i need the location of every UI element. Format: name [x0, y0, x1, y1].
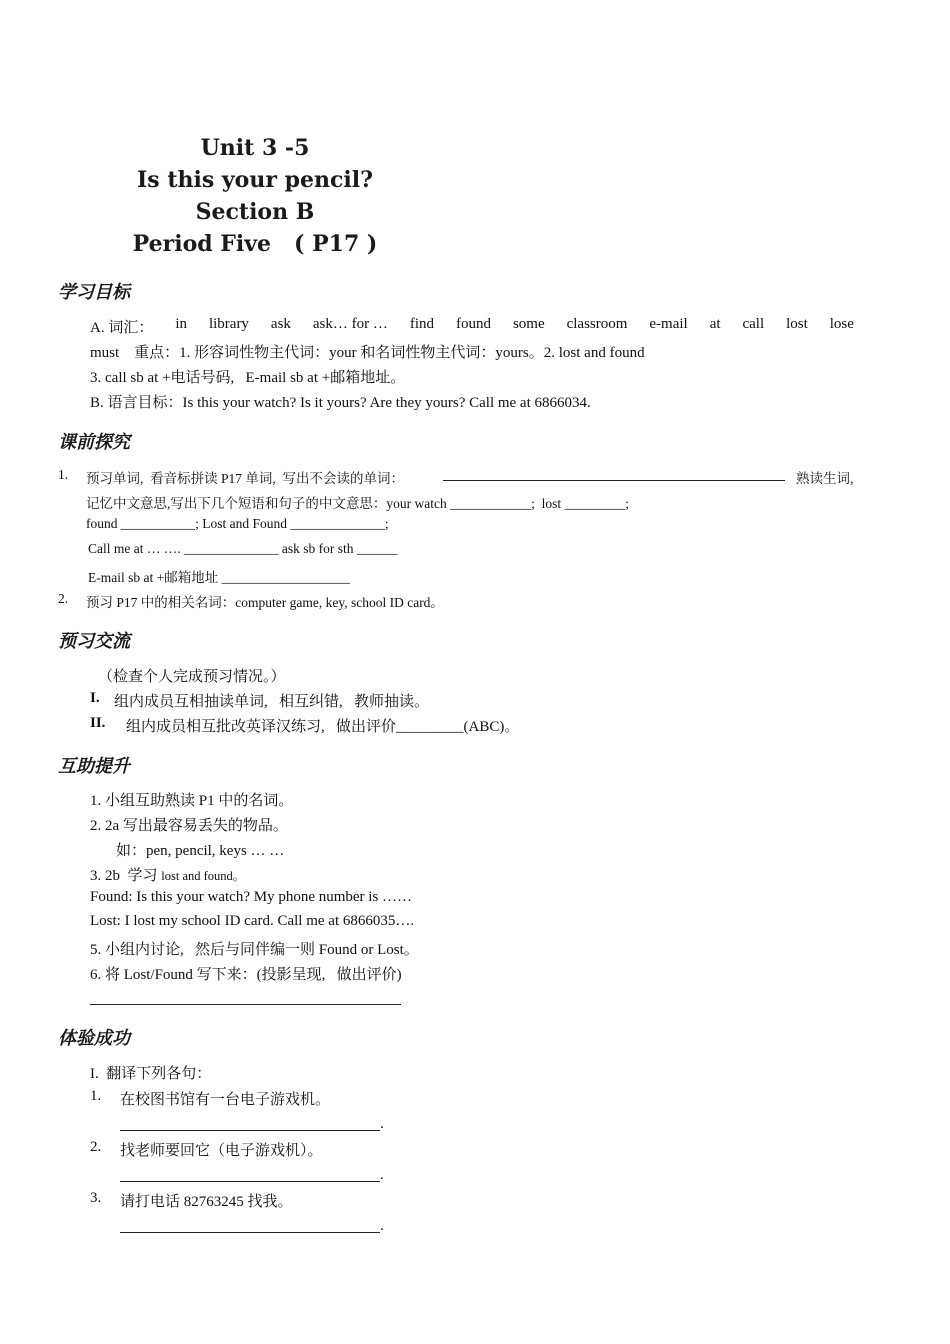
vocab-word: some — [512, 316, 545, 332]
explore-item1-text: 预习单词, 看音标拼读 P17 单词, 写出不会读的单词： — [86, 471, 405, 486]
heading-success: 体验成功 — [58, 1028, 130, 1049]
improve-lost-example: Lost: I lost my school ID card. Call me at 6866035…. — [90, 913, 415, 929]
vocab-label: A. 词汇： — [90, 320, 154, 336]
title-section: Section B — [195, 199, 315, 225]
success-item1-answer-blank[interactable] — [120, 1130, 380, 1131]
improve-line-4 — [90, 864, 245, 885]
success-item2-text: 找老师要回它（电子游戏机）。 — [120, 1143, 323, 1159]
heading-exchange: 预习交流 — [58, 631, 130, 652]
success-item2-number: 2. — [90, 1139, 102, 1155]
vocab-word: at — [709, 316, 721, 332]
vocab-word: found — [455, 316, 491, 332]
explore-item1-line5: E-mail sb at +邮箱地址 ___________________ — [88, 570, 350, 585]
heading-explore: 课前探究 — [58, 432, 130, 453]
explore-item2-text: 预习 P17 中的相关名词：computer game, key, school ID card。 — [86, 595, 444, 610]
objectives-language-goal: B. 语言目标：Is this your watch? Is it yours? Are they yours? Call me at 6866034. — [90, 395, 591, 411]
success-item1-number: 1. — [90, 1088, 102, 1104]
explore-item1-number: 1. — [58, 467, 69, 482]
success-item2-period: . — [380, 1167, 384, 1183]
improve-line-2: 2. 2a 写出最容易丢失的物品。 — [90, 818, 288, 834]
improve-writing-blank[interactable] — [90, 1004, 401, 1005]
title-unit: Unit 3 -5 — [200, 135, 310, 161]
heading-improve: 互助提升 — [58, 756, 130, 777]
heading-objectives: 学习目标 — [58, 282, 130, 303]
vocab-word: ask — [270, 316, 291, 332]
vocab-word: e-mail — [649, 316, 688, 332]
exchange-item1-text: 组内成员互相抽读单词, 相互纠错, 教师抽读。 — [114, 694, 430, 710]
vocab-word: ask… for … — [312, 316, 388, 332]
success-item1-text: 在校图书馆有一台电子游戏机。 — [120, 1092, 331, 1108]
success-item3-text: 请打电话 82763245 找我。 — [120, 1194, 293, 1210]
improve-line-4-label: 3. 2b 学习 — [90, 868, 158, 884]
exchange-item1-number: I. — [90, 690, 100, 706]
success-intro: I. 翻译下列各句： — [90, 1066, 212, 1082]
improve-line-5: 5. 小组内讨论, 然后与同伴编一则 Found or Lost。 — [90, 942, 419, 958]
explore-item1-line2: 记忆中文意思,写出下几个短语和句子的中文意思：your watch ____________; lost _________; — [86, 496, 629, 511]
success-item1-period: . — [380, 1116, 384, 1132]
vocab-word: library — [208, 316, 249, 332]
explore-item1-tail: 熟读生词, — [796, 471, 854, 486]
explore-item1-line3: found ___________; Lost and Found ______________; — [86, 516, 389, 531]
title-period: Period Five ( P17 ) — [132, 231, 378, 257]
vocab-word: classroom — [566, 316, 628, 332]
exchange-note: （检查个人完成预习情况。） — [98, 669, 286, 685]
vocab-word: find — [409, 316, 435, 332]
success-item3-period: . — [380, 1218, 384, 1234]
vocab-word: in — [175, 316, 187, 332]
success-item3-number: 3. — [90, 1190, 102, 1206]
explore-item2-number: 2. — [58, 591, 69, 606]
improve-line-1: 1. 小组互助熟读 P1 中的名词。 — [90, 793, 294, 809]
success-item2-answer-blank[interactable] — [120, 1181, 380, 1182]
improve-found-example: Found: Is this your watch? My phone number is …… — [90, 889, 413, 905]
improve-line-3: 如：pen, pencil, keys … … — [116, 843, 285, 859]
exchange-item2-text: 组内成员相互批改英译汉练习, 做出评价_________(ABC)。 — [126, 719, 520, 735]
title-lesson: Is this your pencil? — [137, 167, 373, 193]
improve-line-6: 6. 将 Lost/Found 写下来：(投影呈现, 做出评价) — [90, 967, 402, 983]
vocab-word: call — [742, 316, 765, 332]
exchange-item2-number: II. — [90, 715, 106, 731]
success-item3-answer-blank[interactable] — [120, 1232, 380, 1233]
vocab-line — [90, 316, 854, 337]
improve-line-4-topic: lost and found。 — [161, 869, 246, 883]
vocab-word: lose — [829, 316, 854, 332]
objectives-line-3: 3. call sb at +电话号码, E-mail sb at +邮箱地址。 — [90, 370, 406, 386]
explore-item1-blank[interactable] — [443, 480, 785, 481]
vocab-word: lost — [786, 316, 808, 332]
objectives-key-points: must 重点：1. 形容词性物主代词：your 和名词性物主代词：yours。2. lost and found — [90, 345, 645, 361]
explore-item1-line4: Call me at … …. ______________ ask sb for sth ______ — [88, 541, 398, 556]
